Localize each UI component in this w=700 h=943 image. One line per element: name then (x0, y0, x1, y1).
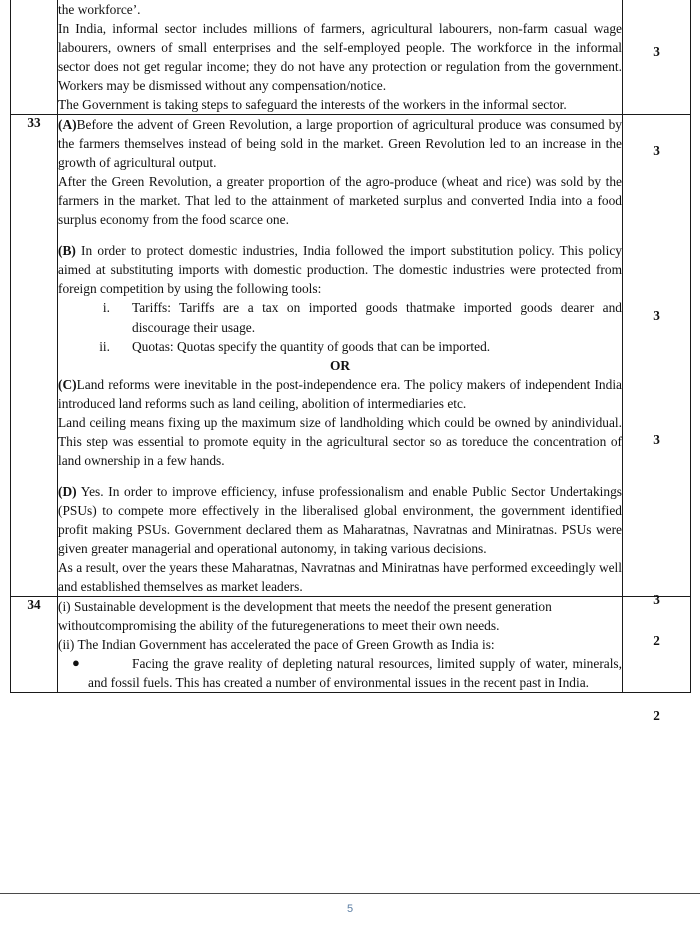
answer-part-d-paragraph-1 (58, 482, 622, 558)
answer-body-cell (58, 596, 623, 692)
part-label-a: (A) (58, 117, 77, 133)
marks-cell (623, 596, 691, 723)
answer-part-b-paragraph-1 (58, 241, 622, 298)
answer-item-i: (i) Sustainable development is the development that meets the needof the present generation withoutcompromising the ability of the futuregenerations to meet their own needs. (58, 598, 552, 633)
list-item-text: Tariffs: Tariffs are a tax on imported goods thatmake imported goods dearer and discourage their usage. (132, 300, 622, 335)
answer-item-ii: (ii) The Indian Government has accelerated the pace of Green Growth as India is: (58, 637, 495, 652)
marks-value: 3 (653, 432, 660, 448)
question-number-cell: 34 (11, 596, 58, 692)
marks-value: 2 (653, 632, 660, 648)
list-numeral: i. (102, 300, 110, 316)
question-number-cell: 33 (11, 115, 58, 597)
page-number: 5 (346, 903, 354, 915)
part-b-tools-list (58, 298, 622, 355)
part-a-text-1: Before the advent of Green Revolution, a large proportion of agricultural produce was consumed by the farmers themselves instead of being sold in the market. Green Revolution led to an increase in the growth of agricultural output. (58, 117, 622, 171)
table-row-question-33 (11, 115, 691, 597)
marks-value: 3 (653, 592, 660, 608)
part-label-d: (D) (58, 483, 77, 499)
marks-value: 2 (653, 707, 660, 723)
or-divider: OR (329, 357, 351, 373)
list-item-text: Facing the grave reality of depleting natural resources, limited supply of water, minerals, and fossil fuels. This has created a number of environmental issues in the recent past in India. (88, 656, 622, 691)
answer-paragraph: The Government is taking steps to safeguard the interests of the workers in the informal sector. (58, 97, 567, 113)
list-item (58, 337, 622, 356)
table-row-continuation (11, 0, 691, 115)
list-item-text: Quotas: Quotas specify the quantity of goods that can be imported. (132, 338, 491, 354)
part-label-c: (C) (58, 376, 77, 392)
part-d-text-1: Yes. In order to improve efficiency, infuse professionalism and enable Public Sector Undertakings (PSUs) to compete more effectively in the liberalised global environment, the government identified profit making PSUs. Government declared them as Maharatnas, Navratnas and Miniratnas. PSUs were given greater managerial and operational autonomy, in taking various decisions. (58, 483, 622, 556)
answer-paragraph: the workforce’. (58, 2, 141, 17)
part-c-text-1: Land reforms were inevitable in the post-independence era. The policy makers of independent India introduced land reforms such as land ceiling, abolition of intermediaries etc. (58, 376, 622, 411)
answer-part-a-paragraph-1 (58, 115, 622, 172)
footer-divider (0, 893, 700, 894)
list-item (58, 298, 622, 336)
marks-cell (623, 115, 691, 608)
part-label-b: (B) (58, 243, 76, 259)
answer-body-cell (58, 0, 623, 115)
question-number-cell (11, 0, 58, 115)
marks-value: 3 (653, 308, 660, 324)
bullet-icon: ● (72, 655, 80, 671)
list-item (58, 654, 622, 692)
answer-part-c-paragraph-2: Land ceiling means fixing up the maximum size of landholding which could be owned by anindividual. This step was essential to promote equity in the agricultural sector so as toreduce the concentration of land ownership in a few hands. (58, 414, 622, 468)
answer-body-cell (58, 115, 623, 597)
green-growth-bullets (58, 654, 622, 692)
answer-part-d-paragraph-2: As a result, over the years these Maharatnas, Navratnas and Miniratnas have performed exceedingly well and established themselves as market leaders. (58, 559, 622, 594)
answer-key-table (10, 0, 691, 723)
marks-value: 3 (653, 44, 660, 59)
list-numeral: ii. (99, 338, 110, 354)
part-b-text-1: In order to protect domestic industries, India followed the import substitution policy. This policy aimed at substituting imports with domestic production. The domestic industries were protected from foreign competition by using the following tools: (58, 243, 622, 297)
marks-value: 3 (653, 143, 660, 159)
answer-paragraph: In India, informal sector includes millions of farmers, agricultural labourers, non-farm casual wage labourers, owners of small enterprises and the self-employed people. The workforce in the informal sector does not get regular income; they do not have any protection or regulation from the government. Workers may be dismissed without any compensation/notice. (58, 21, 622, 94)
table-row-question-34 (11, 596, 691, 692)
answer-part-a-paragraph-2: After the Green Revolution, a greater proportion of the agro-produce (wheat and rice) was sold by the farmers in the market. That led to the attainment of marketed surplus and converted India into a food surplus economy from the food scarce one. (58, 174, 622, 228)
answer-part-c-paragraph-1 (58, 375, 622, 413)
marks-cell (623, 0, 691, 115)
